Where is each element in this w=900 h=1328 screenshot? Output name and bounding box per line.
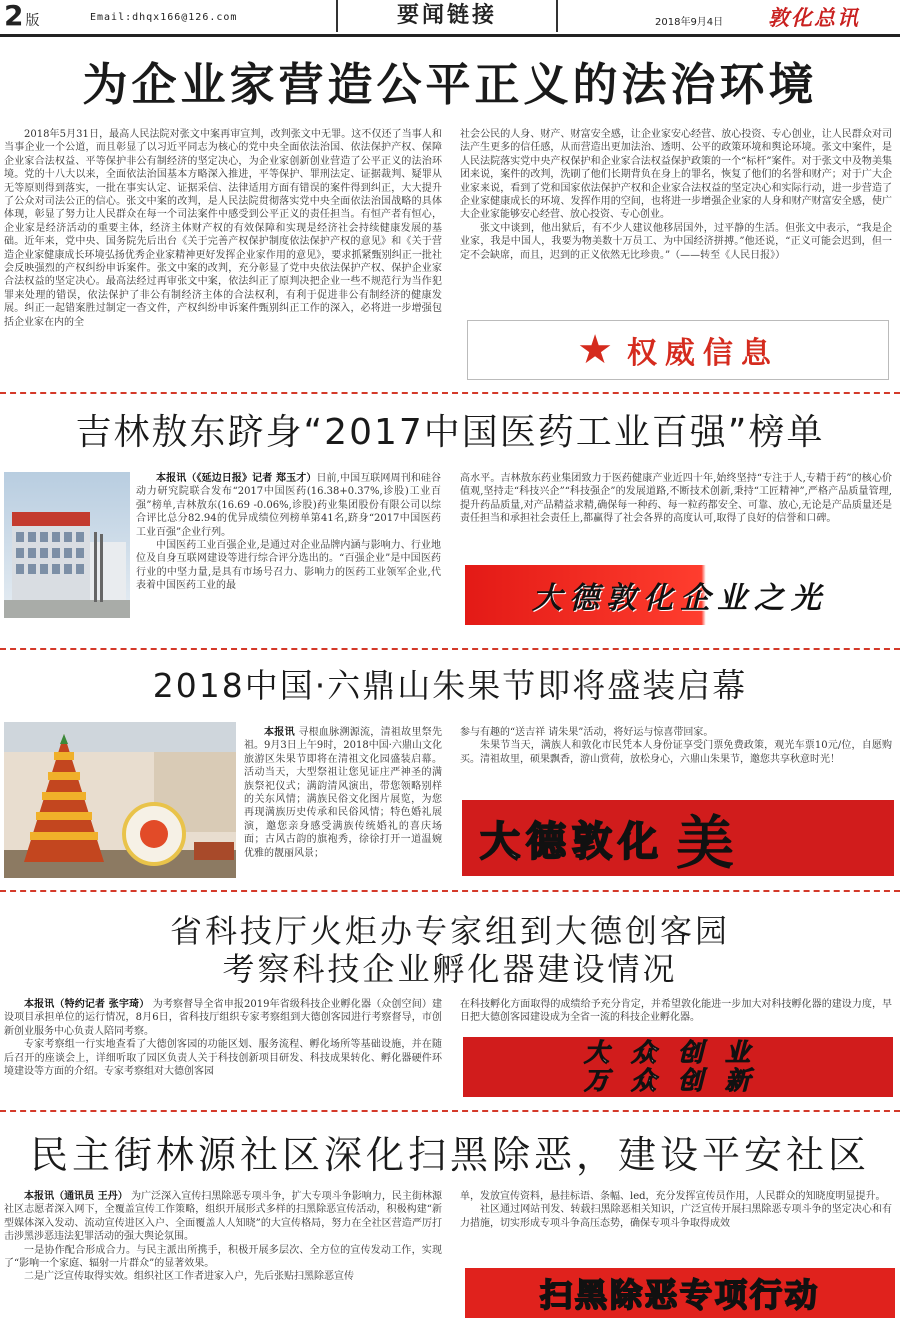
article4-lead: 本报讯（特约记者 张宇琦） bbox=[24, 999, 150, 1010]
article3-text-1: 寻根血脉溯源流，清祖故里祭先祖。9月3日上午9时，2018中国·六鼎山文化旅游区朱果节即将在清祖文化园盛装启幕。活动当天，大型祭祖让您见证庄严神圣的满族祭祀仪式；满韵清风演出，带您领略别样的关东风情；满族民俗文化图片展览，为您再现满族历史传承和民俗风情；特色婚礼展演，邀您亲身感受满族传统婚礼的喜庆场面；古风古韵的旗袍秀，徐徐打开一道温婉优雅的靓丽风景； bbox=[244, 727, 443, 859]
article4-text-1: 为考察督导全省申报2019年省级科技企业孵化器（众创空间）建设项目承担单位的运行情况，8月6日，省科技厅组织专家考察组到大德创客园进行考察督导，市创新创业服务中心负责人陪同考察。 bbox=[4, 999, 442, 1037]
article3-text-2: 参与有趣的“送吉祥 请朱果”活动，将好运与惊喜带回家。 bbox=[460, 727, 714, 738]
section-title: 要闻链接 bbox=[336, 0, 558, 32]
fruit-tower-photo bbox=[4, 722, 236, 878]
article2-right-column bbox=[460, 472, 892, 526]
article3-text-3: 朱果节当天，满族人和敦化市民凭本人身份证享受门票免费政策，观光车票10元/位，自愿购买。清祖故里，硕果飘香，游山赏荷，放松身心，六鼎山朱果节，邀您共享秋意时光！ bbox=[460, 740, 892, 765]
article5-text-3: 二是广泛宣传取得实效。组织社区工作者进家入户，先后张贴扫黑除恶宣传 bbox=[24, 1271, 354, 1283]
section-divider bbox=[0, 648, 900, 650]
article5-text-2: 一是协作配合形成合力。与民主派出所携手，积极开展多层次、全方位的宣传发动工作，实现了“影响一个家庭、辐射一片群众”的显著效果。 bbox=[4, 1244, 442, 1270]
article5-text-4: 单，发放宣传资料，悬挂标语、条幅、led，充分发挥宣传员作用，人民群众的知晓度明显提升。 bbox=[460, 1191, 886, 1202]
article4-text-2: 专家考察组一行实地查看了大德创客园的功能区划、服务流程、孵化场所等基础设施，并在随后召开的座谈会上，详细听取了园区负责人关于科技创新项目研发、科技成果转化、孵化器硬件环境建设等方面的介绍。专家考察组对大德创客园 bbox=[4, 1039, 442, 1078]
article1-left-column bbox=[4, 128, 442, 329]
article2-text-column bbox=[136, 472, 441, 593]
page-number: 2 版 bbox=[4, 0, 40, 32]
article4-title-line2: 考察科技企业孵化器建设情况 bbox=[222, 950, 678, 988]
pharma-building-photo bbox=[4, 472, 130, 618]
authority-info-banner: ★ 权威信息 bbox=[467, 320, 889, 380]
article5-right-column bbox=[460, 1190, 892, 1230]
article1-title: 为企业家营造公平正义的法治环境 bbox=[82, 58, 818, 111]
article3-lead: 本报讯 bbox=[264, 727, 295, 738]
article5-text-5: 社区通过网站刊发、转载扫黑除恶相关知识，广泛宣传开展扫黑除恶专项斗争的坚定决心和有力措施，切实形成专项斗争高压态势，确保专项斗争取得成效 bbox=[460, 1204, 892, 1229]
article5-lead: 本报讯（通讯员 王丹） bbox=[24, 1191, 128, 1202]
article4-text-3: 在科技孵化方面取得的成绩给予充分肯定，并希望敦化能进一步加大对科技孵化器的建设力度，早日把大德创客园建设成为全省一流的科技企业孵化器。 bbox=[460, 999, 892, 1024]
header-rule bbox=[0, 34, 900, 37]
section-divider bbox=[0, 890, 900, 892]
article4-right-column bbox=[460, 998, 892, 1025]
article3-right-column bbox=[460, 726, 892, 766]
article5-title: 民主街林源社区深化扫黑除恶，建设平安社区 bbox=[29, 1133, 870, 1177]
article3-title: 2018中国·六鼎山朱果节即将盛装启幕 bbox=[152, 666, 748, 705]
section-divider bbox=[0, 1110, 900, 1112]
article1-right-column bbox=[460, 128, 892, 262]
issue-date: 2018年9月4日 bbox=[655, 17, 724, 28]
article5-left-column bbox=[4, 1190, 442, 1284]
contact-email: Email:dhqx166@126.com bbox=[90, 12, 238, 23]
article4-left-column bbox=[4, 998, 442, 1078]
page-header bbox=[0, 0, 900, 34]
enterprise-light-banner: 大德敦化企业之光 bbox=[465, 565, 895, 625]
anti-crime-campaign-banner: 扫黑除恶专项行动 bbox=[465, 1268, 895, 1318]
mass-entrepreneurship-banner: 大众创业 万众创新 bbox=[463, 1037, 893, 1097]
article5-text-1: 为广泛深入宣传扫黑除恶专项斗争，扩大专项斗争影响力，民主街林源社区志愿者深入网下，全覆盖宣传工作策略，组织开展形式多样的扫黑除恶宣传活动，积极构建“新型媒体深入发动、流动宣传进区入户、全面覆盖人人知晓”的大宣传格局，努力在全社区营造严厉打击涉黑涉恶违法犯罪活动的强大舆论氛围。 bbox=[4, 1191, 443, 1243]
article2-text-2: 中国医药工业百强企业,是通过对企业品牌内涵与影响力、行业地位及自身互联网建设等进行综合评分选出的。“百强企业”是中国医药行业的中坚力量,是具有市场号召力、影响力的医药工业领军企业,代表着中国医药工业的最 bbox=[136, 540, 441, 592]
article2-text-1: 日前,中国互联网周刊和硅谷动力研究院联合发布“2017中国医药(16.38+0.37%,诊股)工业百强”榜单,吉林敖东(16.69 -0.06%,诊股)药业集团股份有限公司以综合评比总分82.94的优异成绩位列榜单第41名,跻身“2017中国医药工业百强”企业行列。 bbox=[136, 473, 441, 538]
article2-text-3: 高水平。吉林敖东药业集团致力于医药健康产业近四十年,始终坚持“专注于人,专精于药”的核心价值观,坚持走“科技兴企”“科技强企”的发展道路,不断技术创新,秉持“工匠精神”,严格产品质量管理,提升药品质量,对产品精益求精,确保每一种药、每一粒药都安全、可靠、放心,无论是产品质量还是责任担当和承担社会责任上,都赢得了社会各界的高度认可,取得了良好的信誉和口碑。 bbox=[460, 473, 892, 525]
masthead-logo: 敦化总讯 bbox=[768, 5, 860, 30]
article1-right-text-1: 社会公民的人身、财产、财富安全感，让企业家安心经营、放心投资、专心创业，让人民群众对司法产生更多的信任感，从而营造出更加法治、透明、公平的政策环境和舆论环境。张文中案件，是人民法院落实党中央产权保护和企业家合法权益保护政策的一个“标杆”案件。对于张文中及物美集团来说，案件的改判，洗刷了他们长期背负在身上的罪名，恢复了他们的名誉和财产；对于广大企业家来说，看到了党和国家依法保护产权和企业家合法权益的坚定决心和实际行动，进一步营造了企业家健康成长的环境、发挥作用的空间，也将进一步增强企业家的人身和财产财富安全感，使广大企业家能够安心经营、放心投资、专心创业。 bbox=[460, 129, 892, 221]
article2-title: 吉林敖东跻身“2017中国医药工业百强”榜单 bbox=[75, 412, 825, 453]
article1-right-text-2: 张文中谈到，他出狱后，有不少人建议他移居国外，过平静的生活。但张文中表示，“我是企业家，我是中国人，我要为物美数十万员工、为中国经济拼搏。”他还说，“正义可能会迟到，但一定不会缺席，而且，迟到的正义依然无比珍贵。”（——转至《人民日报》） bbox=[460, 222, 892, 261]
section-divider bbox=[0, 392, 900, 394]
article4-title-line1: 省科技厅火炬办专家组到大德创客园 bbox=[169, 912, 730, 950]
dunhua-beauty-banner: 大德敦化 美 bbox=[462, 800, 894, 876]
article2-lead: 本报讯（《延边日报》记者 郑玉才） bbox=[156, 473, 317, 484]
article1-left-text: 2018年5月31日，最高人民法院对张文中案再审宣判，改判张文中无罪。这不仅还了当事人和当事企业一个公道，而且彰显了以习近平同志为核心的党中央全面依法治国、依法保护产权、保障企业家合法权益、平等保护非公有制经济的坚定决心，为企业家创新创业营造了公平正义的法治环境。党的十八大以来，全面依法治国基本方略深入推进，平等保护、罪刑法定、证据裁判、疑罪从无等原则得到落实，一批在事实认定、证据采信、法律适用方面有错误的案件得到纠正，大大提升了公众对司法公正的信心。张文中案的改判，是人民法院贯彻落实党中央全面依法治国战略的具体体现，彰显了努力让人民群众在每一个司法案件中感受到公平正义的责任担当。有恒产者有恒心，企业家是经济活动的重要主体，经济主体财产权的有效保障和实现是经济社会持续健康发展的基础。近年来，党中央、国务院先后出台《关于完善产权保护制度依法保护产权的意见》和《关于营造企业家健康成长环境弘扬优秀企业家精神更好发挥企业家作用的意见》，要求抓紧甄别纠正一批社会反映强烈的产权纠纷申诉案件。张文中案的改判，充分彰显了党中央依法保护产权、保护企业家合法权益的坚定决心。最高法经过再审张文中案，依法纠正了原判决把企业一些不规范行为当作犯罪来处理的错误，依法保护了非公有制经济主体的合法权利，有利于促进非公有制经济的健康发展。纠正一起错案胜过制定一杳文件，产权纠纷申诉案件甄别纠正工作的深入，必将进一步增强包括企业家在内的全 bbox=[4, 129, 442, 328]
article3-text-column bbox=[244, 726, 442, 860]
red-star-icon: ★ bbox=[577, 327, 613, 373]
